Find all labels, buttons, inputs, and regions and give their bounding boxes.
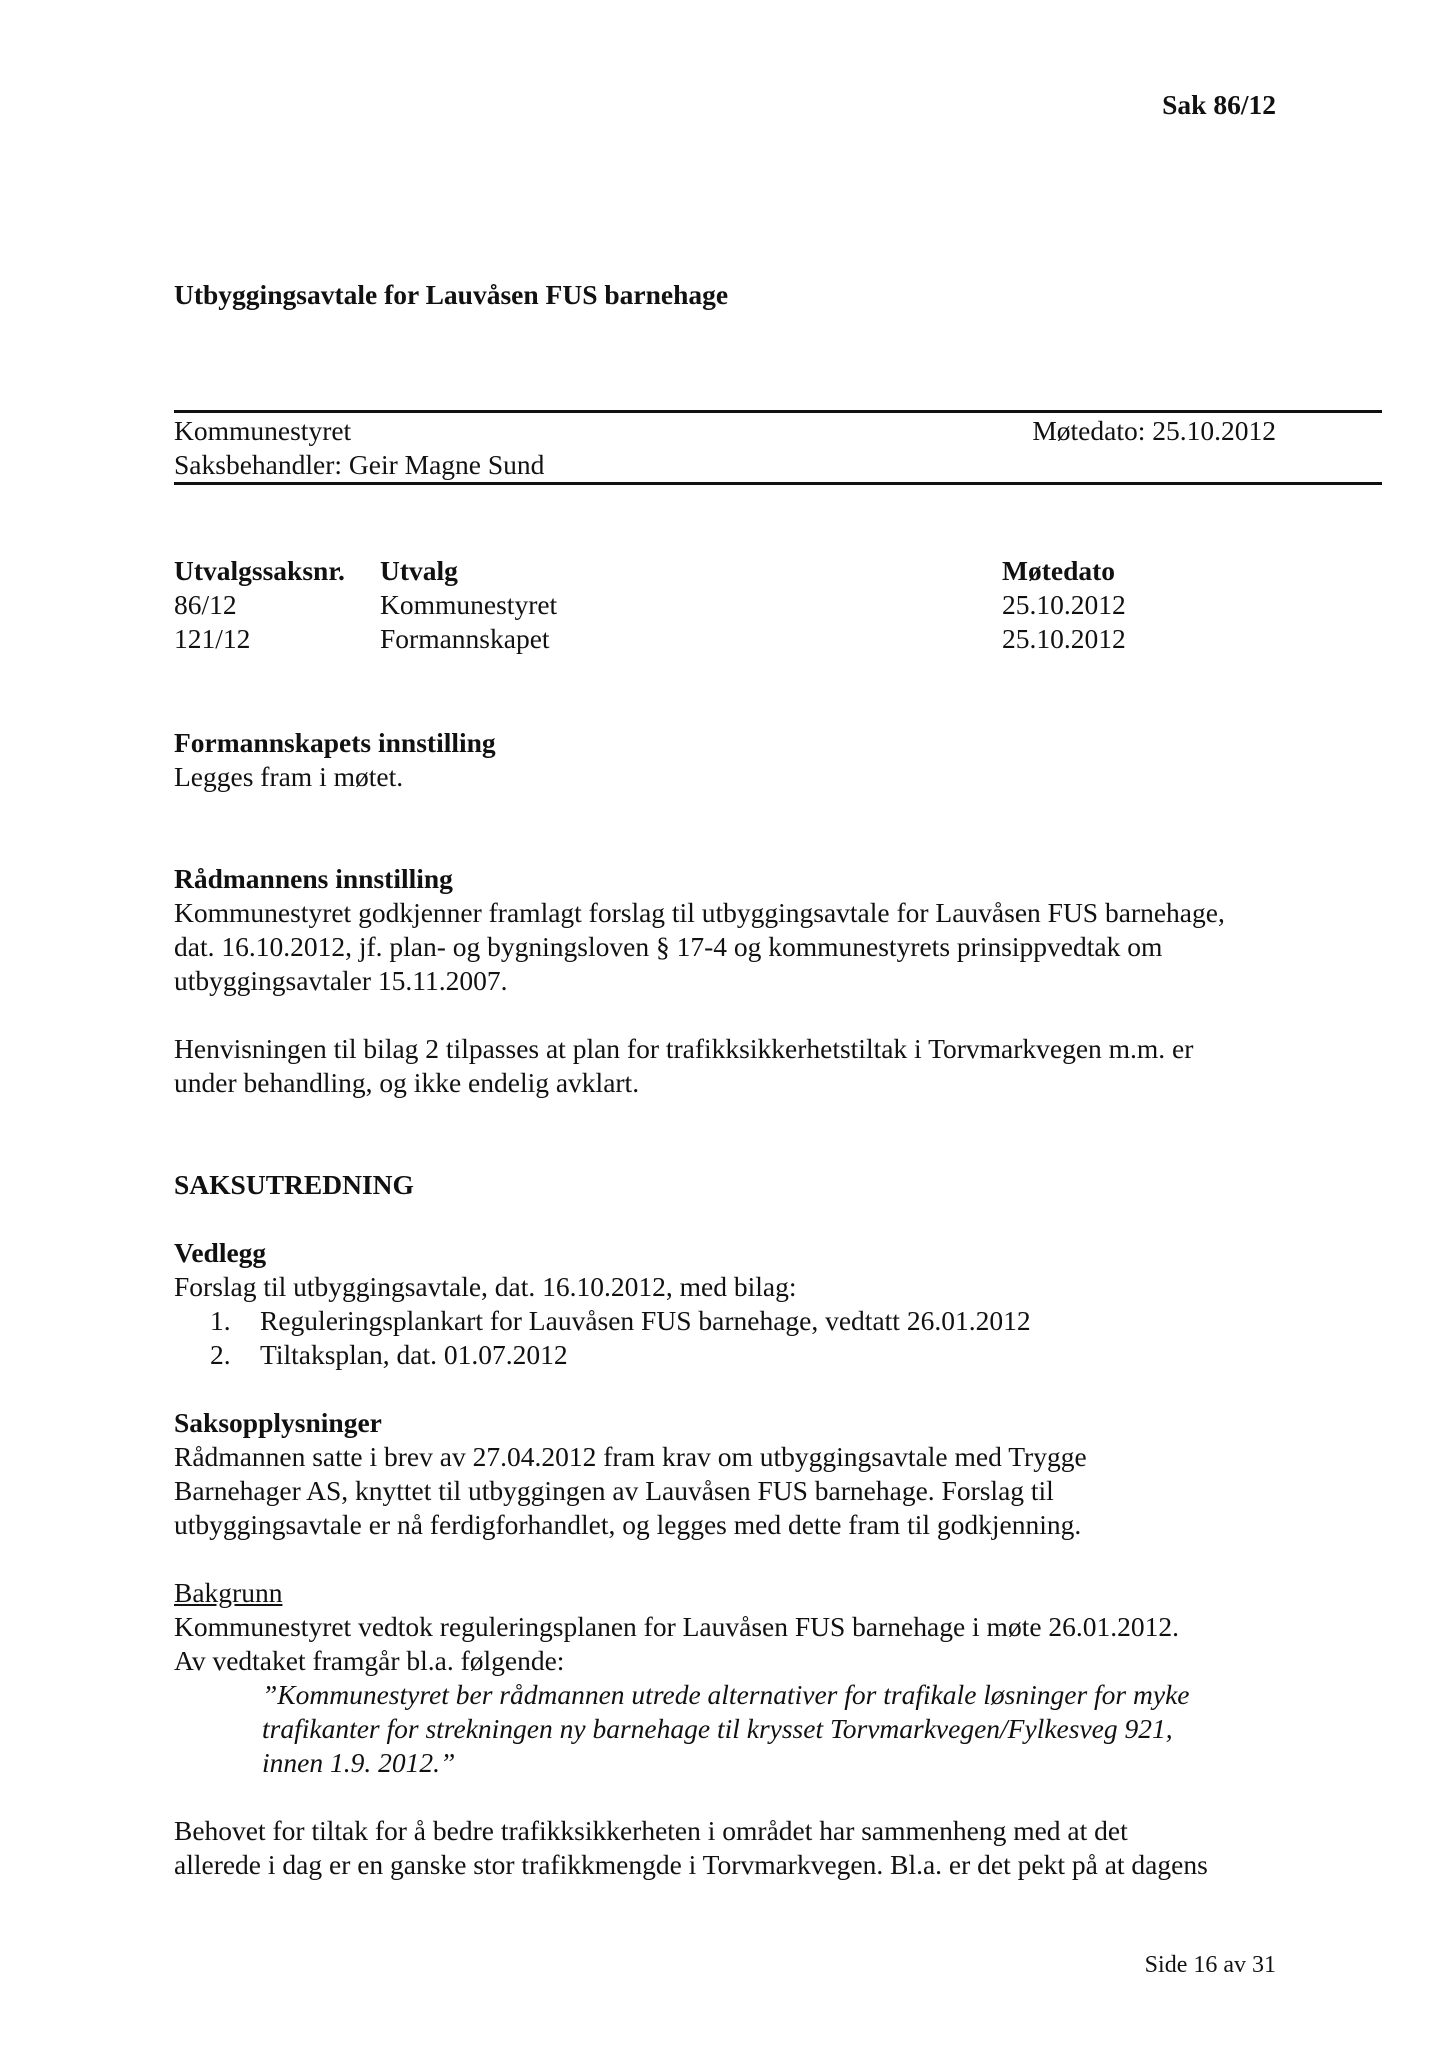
board-name: Kommunestyret <box>174 415 352 446</box>
formannskap-text: Legges fram i møtet. <box>174 761 404 792</box>
table-row <box>174 622 1274 656</box>
quote-line: ”Kommunestyret ber rådmannen utrede alternativer for trafikale løsninger for myke <box>262 1679 1190 1710</box>
table-cell-case-no: 121/12 <box>174 623 251 654</box>
radmann-line: Kommunestyret godkjenner framlagt forslag til utbyggingsavtale for Lauvåsen FUS barnehage, <box>174 897 1225 928</box>
table-cell-date: 25.10.2012 <box>1002 623 1126 654</box>
list-item <box>174 1304 1274 1338</box>
saksopplysninger-heading: Saksopplysninger <box>174 1407 382 1438</box>
bakgrunn-line: allerede i dag er en ganske stor trafikkmengde i Torvmarkvegen. Bl.a. er det pekt på at dagens <box>174 1849 1208 1880</box>
table-cell-case-no: 86/12 <box>174 589 237 620</box>
table-header-board: Utvalg <box>380 555 458 586</box>
table-header-row <box>174 554 1274 588</box>
bakgrunn-line: Behovet for tiltak for å bedre trafikksikkerheten i området har sammenheng med at det <box>174 1815 1128 1846</box>
list-item-text: Tiltaksplan, dat. 01.07.2012 <box>260 1339 568 1370</box>
list-item-number: 2. <box>210 1339 231 1370</box>
saksopplysninger-line: Rådmannen satte i brev av 27.04.2012 fram krav om utbyggingsavtale med Trygge <box>174 1441 1087 1472</box>
case-officer: Saksbehandler: Geir Magne Sund <box>174 449 545 480</box>
formannskap-heading: Formannskapets innstilling <box>174 727 496 758</box>
table-cell-board: Formannskapet <box>380 623 550 654</box>
list-item <box>174 1338 1274 1372</box>
radmann-line: Henvisningen til bilag 2 tilpasses at plan for trafikksikkerhetstiltak i Torvmarkvegen m.m. er <box>174 1033 1194 1064</box>
saksopplysninger-line: Barnehager AS, knyttet til utbyggingen av Lauvåsen FUS barnehage. Forslag til <box>174 1475 1054 1506</box>
bottom-rule <box>174 482 1382 485</box>
saksutredning-heading: SAKSUTREDNING <box>174 1169 414 1200</box>
quote-line: innen 1.9. 2012.” <box>262 1747 456 1778</box>
radmann-line: under behandling, og ikke endelig avklart. <box>174 1067 640 1098</box>
radmann-line: utbyggingsavtaler 15.11.2007. <box>174 965 508 996</box>
bakgrunn-line: Kommunestyret vedtok reguleringsplanen for Lauvåsen FUS barnehage i møte 26.01.2012. <box>174 1611 1180 1642</box>
top-rule <box>174 410 1382 413</box>
page-number: Side 16 av 31 <box>1144 1952 1276 1978</box>
vedlegg-intro: Forslag til utbyggingsavtale, dat. 16.10.2012, med bilag: <box>174 1271 797 1302</box>
saksopplysninger-line: utbyggingsavtale er nå ferdigforhandlet, og legges med dette fram til godkjenning. <box>174 1509 1082 1540</box>
document-title: Utbyggingsavtale for Lauvåsen FUS barnehage <box>174 279 729 310</box>
table-header-case-no: Utvalgssaksnr. <box>174 555 345 586</box>
list-item-text: Reguleringsplankart for Lauvåsen FUS barnehage, vedtatt 26.01.2012 <box>260 1305 1031 1336</box>
quote-line: trafikanter for strekningen ny barnehage til krysset Torvmarkvegen/Fylkesveg 921, <box>262 1713 1173 1744</box>
vedlegg-heading: Vedlegg <box>174 1237 267 1268</box>
radmann-heading: Rådmannens innstilling <box>174 863 453 894</box>
bakgrunn-heading: Bakgrunn <box>174 1577 283 1608</box>
case-number: Sak 86/12 <box>1162 89 1276 120</box>
table-row <box>174 588 1274 622</box>
list-item-number: 1. <box>210 1305 231 1336</box>
radmann-line: dat. 16.10.2012, jf. plan- og bygningsloven § 17-4 og kommunestyrets prinsippvedtak om <box>174 931 1163 962</box>
table-header-date: Møtedato <box>1002 555 1116 586</box>
meeting-date: Møtedato: 25.10.2012 <box>1032 415 1276 446</box>
table-cell-date: 25.10.2012 <box>1002 589 1126 620</box>
bakgrunn-line: Av vedtaket framgår bl.a. følgende: <box>174 1645 565 1676</box>
table-cell-board: Kommunestyret <box>380 589 558 620</box>
